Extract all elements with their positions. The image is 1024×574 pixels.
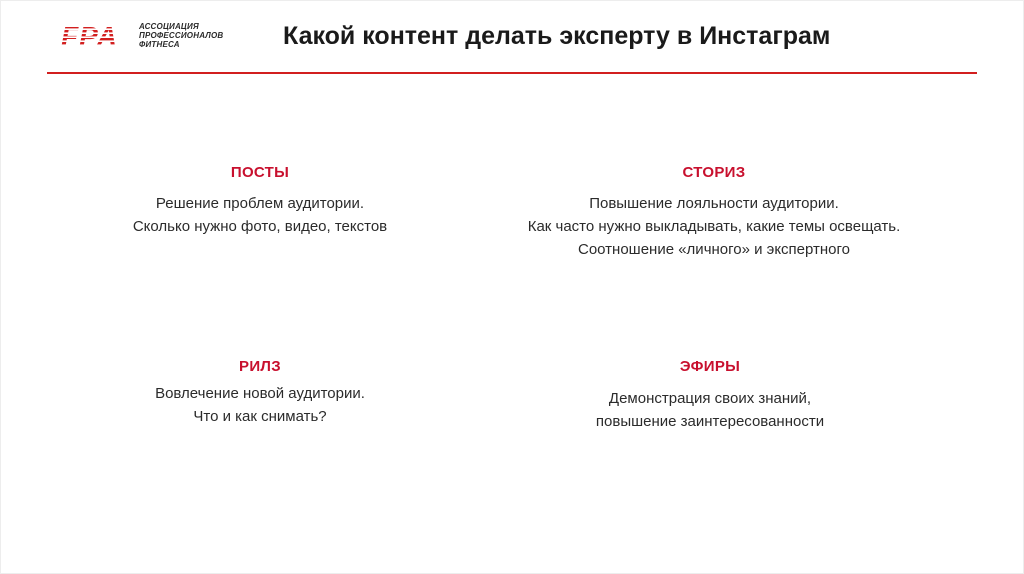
section-text-line: повышение заинтересованности [595, 413, 825, 430]
section-text-line: Решение проблем аудитории. [155, 195, 365, 212]
logo-org-line: ПРОФЕССИОНАЛОВ [139, 31, 224, 40]
section-text-line: Демонстрация своих знаний, [608, 390, 812, 407]
section-heading: ПОСТЫ [230, 164, 290, 181]
logo-org-line: ФИТНЕСА [139, 40, 180, 49]
section-heading: СТОРИЗ [682, 164, 746, 181]
section-heading: РИЛЗ [239, 358, 281, 375]
fpa-logo-mark [59, 22, 131, 49]
section-text-line: Сколько нужно фото, видео, текстов [132, 218, 388, 235]
section-stories [464, 164, 964, 261]
svg-text:FPA: FPA [61, 22, 118, 49]
section-posts [60, 164, 460, 238]
section-text-line: Как часто нужно выкладывать, какие темы освещать. [527, 218, 901, 235]
logo-org-name [139, 22, 223, 49]
section-heading: ЭФИРЫ [679, 358, 741, 375]
section-reels [60, 358, 460, 428]
fpa-logo [59, 22, 223, 49]
page-title: Какой контент делать эксперту в Инстаграм [283, 22, 831, 50]
section-live [510, 358, 910, 433]
section-text-line: Соотношение «личного» и экспертного [577, 241, 851, 258]
section-text-line: Повышение лояльности аудитории. [589, 195, 839, 212]
title-divider [47, 72, 977, 74]
section-text-line: Что и как снимать? [193, 408, 327, 425]
logo-org-line: АССОЦИАЦИЯ [139, 22, 199, 31]
section-text-line: Вовлечение новой аудитории. [155, 385, 365, 402]
